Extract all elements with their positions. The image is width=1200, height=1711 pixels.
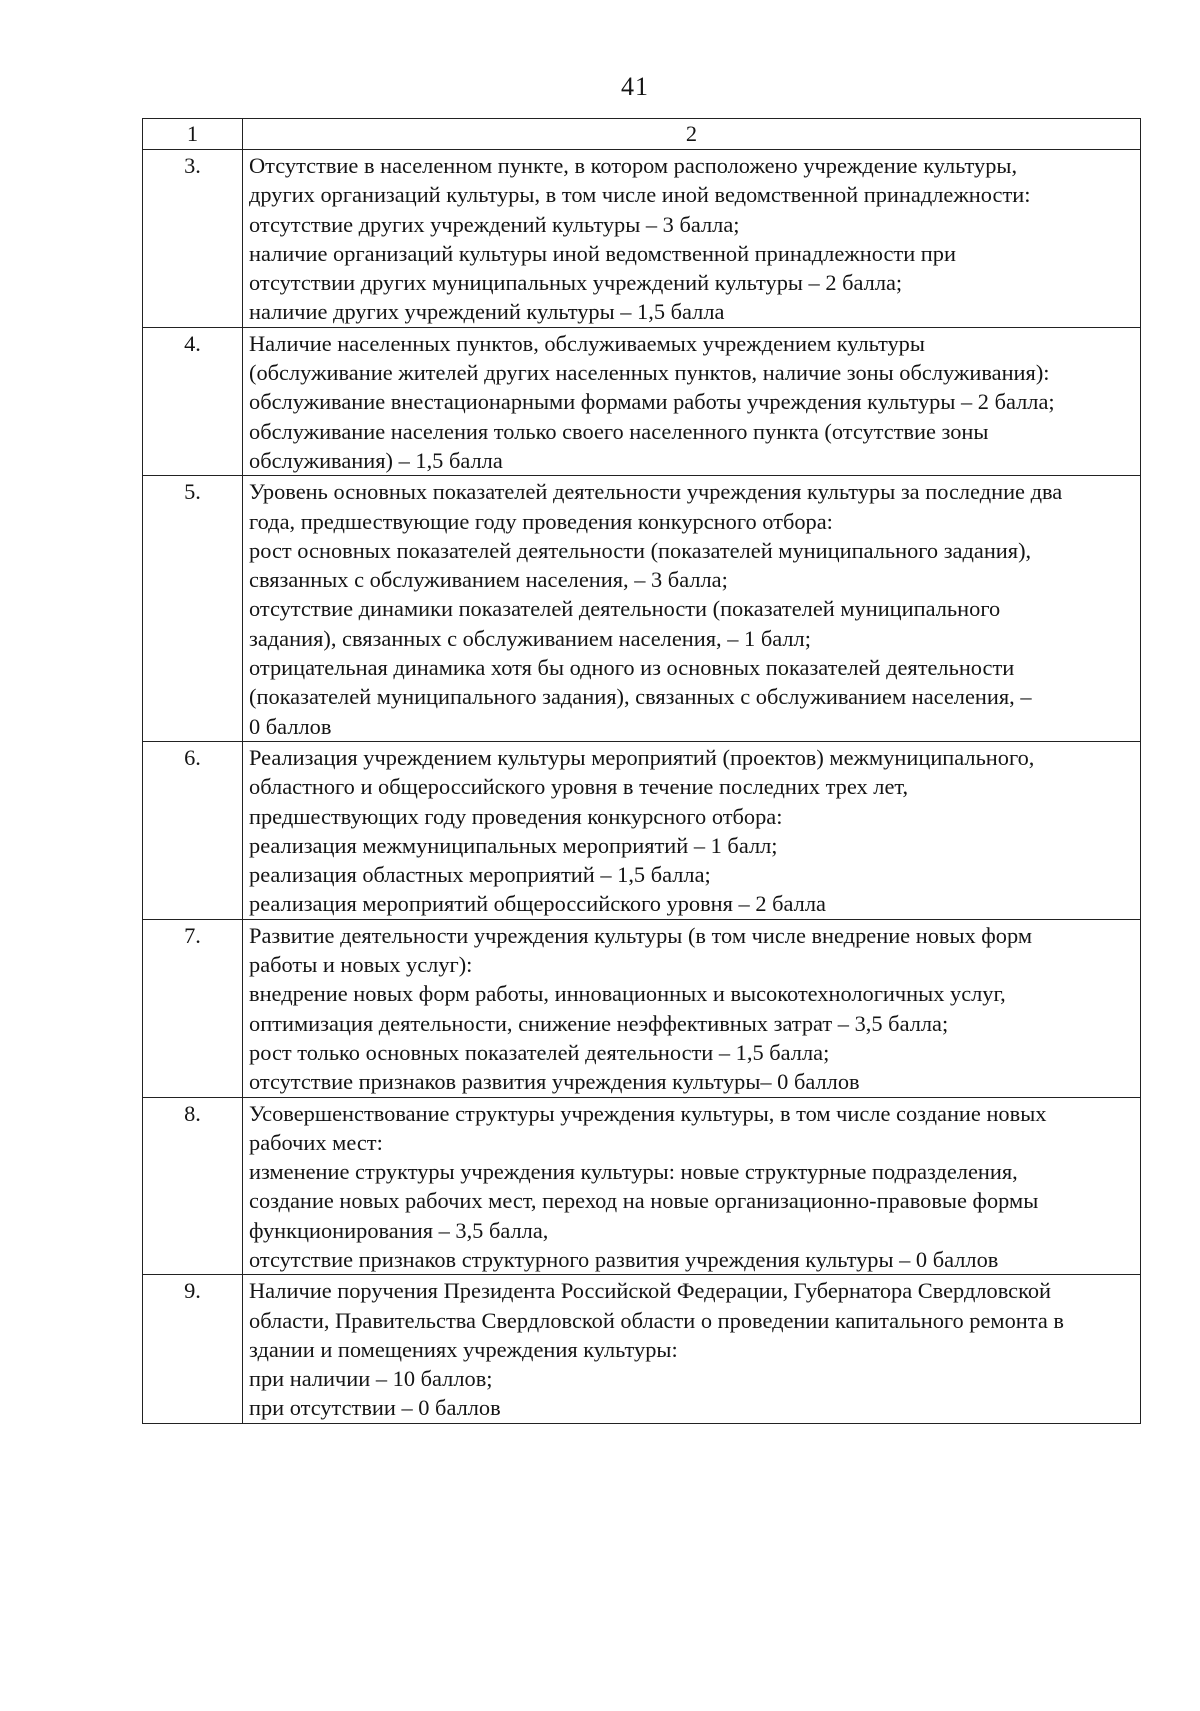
table-row [143, 1097, 1141, 1275]
criterion-text [243, 1097, 1141, 1275]
row-number: 5. [143, 476, 243, 742]
criterion-line: Реализация учреждением культуры мероприятий (проектов) межмуниципального, [249, 744, 1035, 770]
row-number: 3. [143, 150, 243, 328]
table-row [143, 741, 1141, 919]
header-cell-criterion: 2 [243, 119, 1141, 150]
row-number: 8. [143, 1097, 243, 1275]
header-cell-number: 1 [143, 119, 243, 150]
criterion-line: отсутствие признаков структурного развития учреждения культуры – 0 баллов [249, 1246, 999, 1272]
criterion-line: реализация мероприятий общероссийского уровня – 2 балла [249, 891, 826, 917]
criterion-line: при отсутствии – 0 баллов [249, 1395, 501, 1421]
criterion-text [243, 741, 1141, 919]
criterion-text [243, 476, 1141, 742]
criterion-line: (обслуживание жителей других населенных пунктов, наличие зоны обслуживания): [249, 360, 1050, 386]
criterion-line: наличие организаций культуры иной ведомственной принадлежности при [249, 240, 956, 266]
criterion-line: года, предшествующие году проведения конкурсного отбора: [249, 508, 833, 534]
criterion-line: рост только основных показателей деятельности – 1,5 балла; [249, 1039, 830, 1065]
criterion-line: предшествующих году проведения конкурсного отбора: [249, 803, 783, 829]
criterion-line: отсутствие признаков развития учреждения культуры– 0 баллов [249, 1069, 860, 1095]
criterion-line: Уровень основных показателей деятельности учреждения культуры за последние два [249, 479, 1063, 505]
table-row [143, 150, 1141, 328]
criterion-text [243, 150, 1141, 328]
criterion-line: рост основных показателей деятельности (показателей муниципального задания), [249, 537, 1032, 563]
criterion-line: областного и общероссийского уровня в течение последних трех лет, [249, 774, 909, 800]
criterion-line: здании и помещениях учреждения культуры: [249, 1336, 678, 1362]
criterion-line: наличие других учреждений культуры – 1,5 балла [249, 299, 725, 325]
criterion-line: отсутствии других муниципальных учреждений культуры – 2 балла; [249, 270, 903, 296]
criterion-line: (показателей муниципального задания), связанных с обслуживанием населения, – [249, 684, 1032, 710]
criterion-line: связанных с обслуживанием населения, – 3 балла; [249, 567, 728, 593]
criterion-line: обслуживания) – 1,5 балла [249, 447, 503, 473]
criterion-line: Развитие деятельности учреждения культуры (в том числе внедрение новых форм [249, 922, 1033, 948]
table-row [143, 327, 1141, 475]
criterion-line: изменение структуры учреждения культуры: новые структурные подразделения, [249, 1159, 1018, 1185]
criterion-line: функционирования – 3,5 балла, [249, 1217, 549, 1243]
criterion-line: создание новых рабочих мест, переход на новые организационно-правовые формы [249, 1188, 1039, 1214]
criterion-line: отрицательная динамика хотя бы одного из основных показателей деятельности [249, 655, 1015, 681]
criterion-line: обслуживание населения только своего населенного пункта (отсутствие зоны [249, 418, 989, 444]
table-header-row [143, 119, 1141, 150]
row-number: 4. [143, 327, 243, 475]
criterion-line: обслуживание внестационарными формами работы учреждения культуры – 2 балла; [249, 389, 1055, 415]
criterion-line: внедрение новых форм работы, инновационных и высокотехнологичных услуг, [249, 981, 1006, 1007]
criteria-table [142, 118, 1141, 1424]
criterion-line: Усовершенствование структуры учреждения культуры, в том числе создание новых [249, 1100, 1047, 1126]
criterion-line: Наличие населенных пунктов, обслуживаемых учреждением культуры [249, 330, 925, 356]
table-row [143, 476, 1141, 742]
criterion-text [243, 1275, 1141, 1423]
criterion-line: области, Правительства Свердловской области о проведении капитального ремонта в [249, 1307, 1064, 1333]
criterion-line: отсутствие динамики показателей деятельности (показателей муниципального [249, 596, 1001, 622]
row-number: 6. [143, 741, 243, 919]
criterion-line: реализация областных мероприятий – 1,5 балла; [249, 862, 711, 888]
page-number: 41 [621, 72, 649, 101]
criterion-line: других организаций культуры, в том числе иной ведомственной принадлежности: [249, 182, 1031, 208]
criterion-text [243, 919, 1141, 1097]
criterion-line: работы и новых услуг): [249, 952, 473, 978]
criterion-line: задания), связанных с обслуживанием населения, – 1 балл; [249, 625, 811, 651]
criterion-line: реализация межмуниципальных мероприятий – 1 балл; [249, 832, 778, 858]
criterion-line: Отсутствие в населенном пункте, в котором расположено учреждение культуры, [249, 153, 1018, 178]
criterion-line: отсутствие других учреждений культуры – 3 балла; [249, 211, 740, 237]
criterion-text [243, 327, 1141, 475]
criterion-line: рабочих мест: [249, 1129, 383, 1155]
table-row [143, 919, 1141, 1097]
criterion-line: 0 баллов [249, 713, 332, 739]
row-number: 7. [143, 919, 243, 1097]
criterion-line: при наличии – 10 баллов; [249, 1366, 493, 1392]
table-row [143, 1275, 1141, 1423]
criteria-table-body [143, 119, 1141, 1424]
row-number: 9. [143, 1275, 243, 1423]
criterion-line: Наличие поручения Президента Российской Федерации, Губернатора Свердловской [249, 1278, 1052, 1304]
criterion-line: оптимизация деятельности, снижение неэффективных затрат – 3,5 балла; [249, 1010, 949, 1036]
